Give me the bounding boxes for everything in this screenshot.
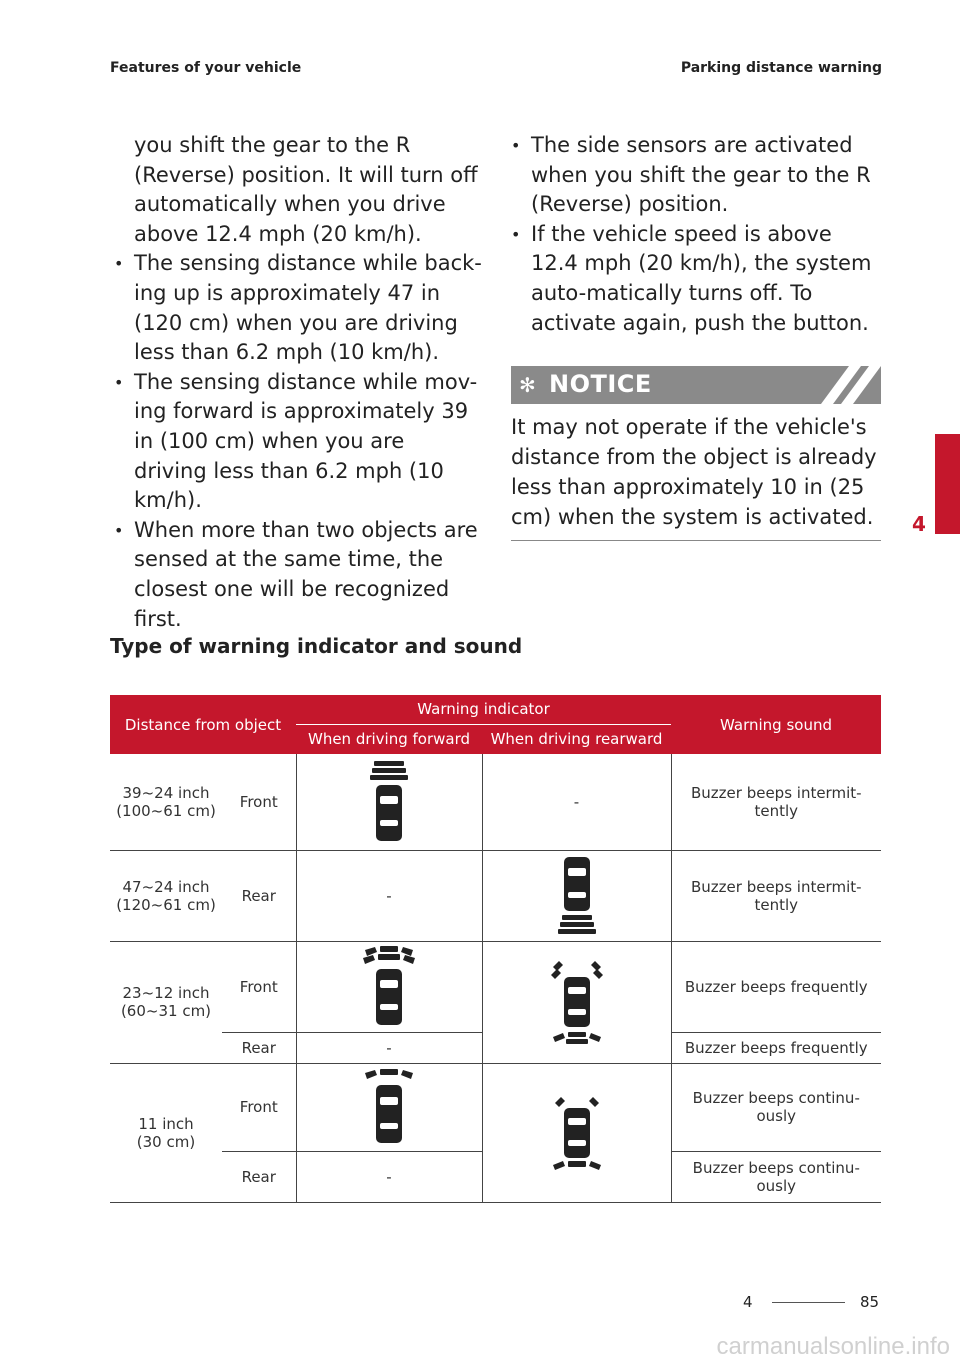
left-bullet-list <box>108 249 483 634</box>
distance-cell: 47~24 inch (120~61 cm) <box>110 850 222 941</box>
front-sensor-car-icon <box>359 946 419 1028</box>
front-sensor-car-icon <box>359 760 419 844</box>
chapter-tab-number: 4 <box>912 512 926 536</box>
stripes-decoration-icon <box>821 366 881 404</box>
rearward-indicator-cell <box>482 941 671 1063</box>
header-forward: When driving forward <box>296 724 482 754</box>
notice-divider <box>511 540 881 541</box>
distance-cell: 23~12 inch (60~31 cm) <box>110 941 222 1063</box>
left-column <box>108 131 483 634</box>
footer-chapter: 4 <box>743 1293 753 1311</box>
rear-sensor-car-icon <box>547 856 607 936</box>
notice-text: It may not operate if the vehicle's distance from the object is already less than approximately 10 in (25 cm) when the system is activated. <box>511 415 877 529</box>
direction-cell: Front <box>222 941 296 1032</box>
front-sensor-car-icon <box>359 1069 419 1145</box>
intro-paragraph: you shift the gear to the R (Reverse) position. It will turn off automatically when you drive above 12.4 mph (20 km/h). <box>134 133 478 246</box>
table-row <box>110 941 881 1032</box>
table-row <box>110 850 881 941</box>
watermark: carmanualsonline.info <box>716 1333 950 1360</box>
rearward-indicator-cell: - <box>482 754 671 850</box>
list-item: • The side sensors are activated when you shift the gear to the R (Reverse) position. <box>505 131 880 220</box>
sound-cell: Buzzer beeps intermit- tently <box>671 850 881 941</box>
sound-cell: Buzzer beeps continu- ously <box>671 1063 881 1151</box>
rearward-indicator-cell <box>482 850 671 941</box>
header-rearward: When driving rearward <box>482 724 671 754</box>
sound-cell: Buzzer beeps frequently <box>671 1032 881 1063</box>
header-indicator: Warning indicator <box>296 695 671 724</box>
right-column <box>505 131 880 338</box>
warning-table <box>110 695 881 1203</box>
side-rear-sensor-car-icon <box>547 1095 607 1171</box>
asterisk-icon: ✻ <box>519 373 536 397</box>
list-item: • If the vehicle speed is above 12.4 mph (20 km/h), the system auto-matically turns off. To activate again, push the button. <box>505 220 880 338</box>
direction-cell: Front <box>222 754 296 850</box>
header-distance: Distance from object <box>110 695 296 754</box>
footer-divider <box>772 1302 845 1303</box>
direction-cell: Rear <box>222 1032 296 1063</box>
page-number: 85 <box>860 1293 880 1311</box>
forward-indicator-cell: - <box>296 1032 482 1063</box>
list-item: • When more than two objects are sensed at the same time, the closest one will be recognized first. <box>108 516 483 634</box>
rearward-indicator-cell <box>482 1063 671 1202</box>
forward-indicator-cell <box>296 941 482 1032</box>
side-rear-sensor-car-icon <box>547 959 607 1045</box>
direction-cell: Rear <box>222 850 296 941</box>
sound-cell: Buzzer beeps intermit- tently <box>671 754 881 850</box>
direction-cell: Front <box>222 1063 296 1151</box>
list-item: • The sensing distance while back-ing up is approximately 47 in (120 cm) when you are driving less than 6.2 mph (10 km/h). <box>108 249 483 367</box>
forward-indicator-cell: - <box>296 850 482 941</box>
running-header-section: Features of your vehicle <box>110 60 302 76</box>
notice-banner <box>511 366 881 404</box>
distance-cell: 39~24 inch (100~61 cm) <box>110 754 222 850</box>
sound-cell: Buzzer beeps continu- ously <box>671 1151 881 1202</box>
list-item: • The sensing distance while mov-ing forward is approximately 39 in (100 cm) when you are driving less than 6.2 mph (10 km/h). <box>108 368 483 516</box>
forward-indicator-cell <box>296 754 482 850</box>
table-row <box>110 754 881 850</box>
sound-cell: Buzzer beeps frequently <box>671 941 881 1032</box>
right-bullet-list <box>505 131 880 338</box>
notice-title: NOTICE <box>549 370 652 398</box>
section-title: Type of warning indicator and sound <box>110 634 523 658</box>
header-sound: Warning sound <box>671 695 881 754</box>
distance-cell: 11 inch (30 cm) <box>110 1063 222 1202</box>
forward-indicator-cell: - <box>296 1151 482 1202</box>
direction-cell: Rear <box>222 1151 296 1202</box>
table-row <box>110 1063 881 1151</box>
running-header-topic: Parking distance warning <box>680 60 882 76</box>
chapter-tab <box>935 434 960 534</box>
forward-indicator-cell <box>296 1063 482 1151</box>
